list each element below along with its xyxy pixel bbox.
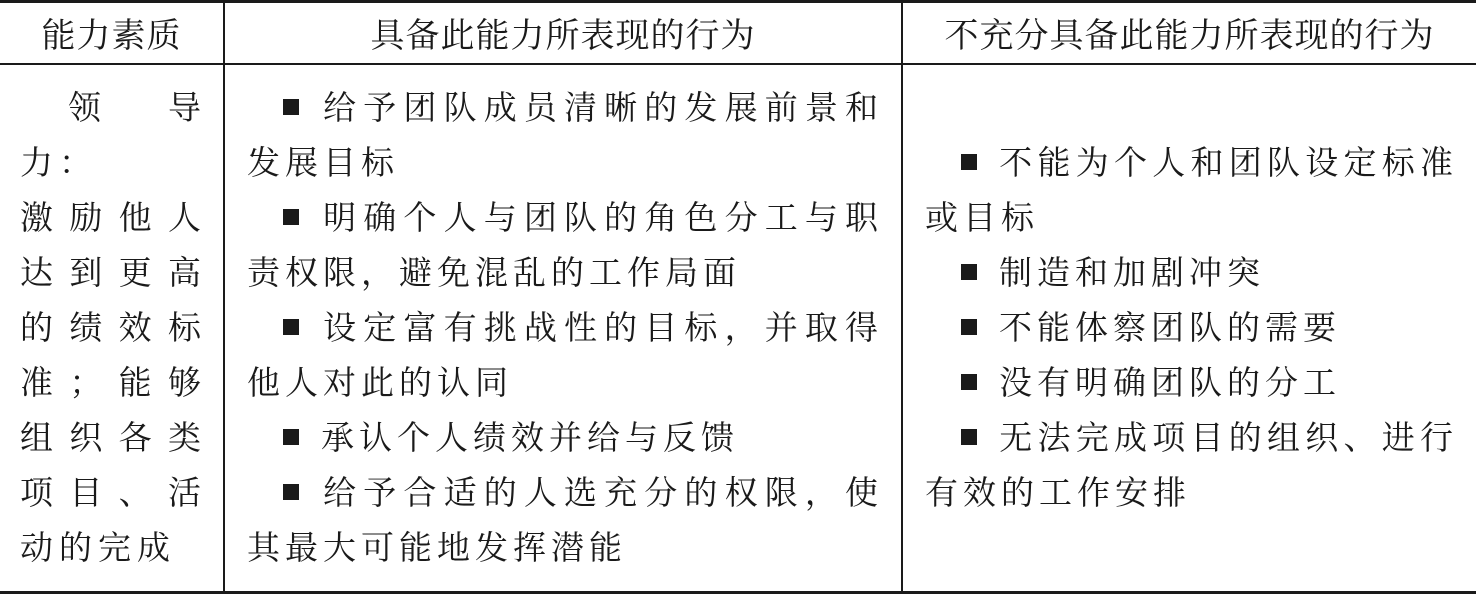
square-bullet-icon — [961, 374, 977, 390]
positive-behavior-item — [247, 465, 883, 575]
header-ability-quality: 能力素质 — [0, 2, 224, 64]
negative-behaviors-cell — [902, 64, 1476, 593]
positive-behavior-item — [247, 300, 883, 410]
header-row — [0, 2, 1476, 64]
negative-behavior-text: 不能体察团队的需要 — [999, 308, 1341, 348]
negative-behavior-item — [925, 410, 1458, 520]
square-bullet-icon — [283, 429, 299, 445]
square-bullet-icon — [961, 154, 977, 170]
positive-behaviors-cell — [224, 64, 902, 593]
square-bullet-icon — [961, 264, 977, 280]
positive-behavior-text: 给予团队成员清晰的发展前景和发展目标 — [247, 88, 883, 183]
square-bullet-icon — [283, 99, 299, 115]
square-bullet-icon — [961, 319, 977, 335]
negative-behavior-text: 没有明确团队的分工 — [999, 363, 1341, 403]
negative-behavior-item — [925, 245, 1458, 300]
positive-behavior-item — [247, 410, 883, 465]
negative-behavior-text: 不能为个人和团队设定标准或目标 — [925, 143, 1458, 238]
quality-description: 激励他人达到更高的绩效标准；能够组织各类项目、活动的完成 — [20, 198, 207, 568]
negative-behavior-item — [925, 300, 1458, 355]
negative-behavior-item — [925, 135, 1458, 245]
negative-behavior-item — [925, 355, 1458, 410]
header-has-ability-behavior: 具备此能力所表现的行为 — [224, 2, 902, 64]
quality-title: 领导力： — [20, 88, 207, 183]
positive-behavior-text: 承认个人绩效并给与反馈 — [321, 418, 739, 458]
square-bullet-icon — [283, 209, 299, 225]
table-row — [0, 64, 1476, 593]
positive-behavior-text: 明确个人与团队的角色分工与职责权限，避免混乱的工作局面 — [247, 198, 883, 293]
square-bullet-icon — [283, 484, 299, 500]
square-bullet-icon — [283, 319, 299, 335]
negative-behavior-text: 无法完成项目的组织、进行有效的工作安排 — [925, 418, 1458, 513]
header-lacks-ability-behavior: 不充分具备此能力所表现的行为 — [902, 2, 1476, 64]
positive-behavior-item — [247, 80, 883, 190]
positive-behavior-item — [247, 190, 883, 300]
ability-quality-cell — [0, 64, 224, 593]
positive-behavior-text: 设定富有挑战性的目标，并取得他人对此的认同 — [247, 308, 883, 403]
square-bullet-icon — [961, 429, 977, 445]
positive-behavior-text: 给予合适的人选充分的权限，使其最大可能地发挥潜能 — [247, 473, 883, 568]
negative-behavior-text: 制造和加剧冲突 — [999, 253, 1265, 293]
